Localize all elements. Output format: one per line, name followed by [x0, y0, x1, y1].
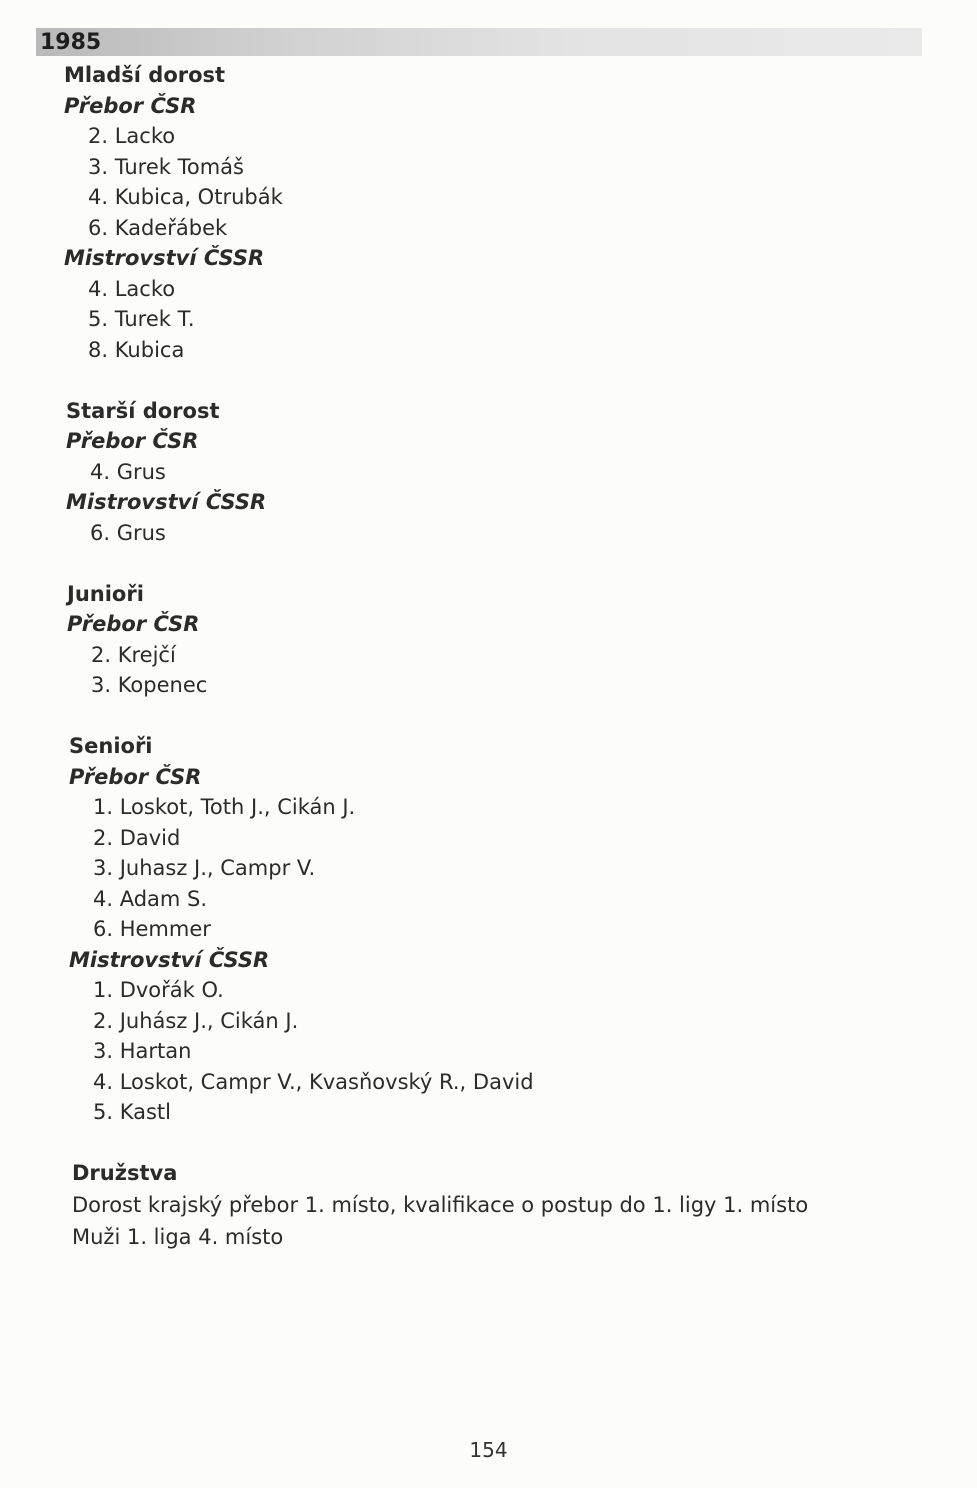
section-druzstva: [0, 1158, 977, 1253]
year-header-bar: [36, 28, 922, 56]
result-entry: 4. Kubica, Otrubák: [88, 185, 283, 209]
result-entry: 6. Kadeřábek: [88, 215, 228, 240]
team-result-line: Muži 1. liga 4. místo: [72, 1224, 284, 1249]
result-entry: 1. Dvořák O.: [93, 978, 224, 1002]
section-title: Senioři: [69, 734, 153, 758]
result-entry: 3. Juhasz J., Campr V.: [93, 856, 316, 880]
results-content: [0, 60, 977, 1283]
result-entry: 6. Hemmer: [93, 917, 211, 941]
result-entry: 3. Kopenec: [91, 673, 208, 697]
competition-title: Přebor ČSR: [69, 764, 202, 789]
section-mladsi-dorost: [0, 60, 977, 365]
result-entry: 4. Lacko: [88, 276, 176, 301]
result-entry: 2. Lacko: [88, 124, 176, 148]
result-entry: 2. David: [93, 825, 181, 850]
competition-title: Mistrovství ČSSR: [69, 947, 270, 972]
competition-title: Přebor ČSR: [66, 429, 199, 453]
result-entry: 8. Kubica: [88, 337, 185, 362]
year-heading: 1985: [40, 30, 102, 55]
competition-title: Přebor ČSR: [64, 93, 197, 118]
section-juniori: [0, 579, 977, 701]
result-entry: 2. Krejčí: [91, 642, 176, 667]
section-title: Mladší dorost: [64, 63, 226, 87]
result-entry: 1. Loskot, Toth J., Cikán J.: [93, 795, 356, 819]
result-entry: 2. Juhász J., Cikán J.: [93, 1008, 299, 1033]
competition-title: Mistrovství ČSSR: [64, 246, 265, 270]
result-entry: 4. Adam S.: [93, 886, 208, 911]
result-entry: 3. Hartan: [93, 1039, 192, 1063]
result-entry: 5. Turek T.: [88, 307, 195, 331]
section-title: Starší dorost: [66, 398, 220, 423]
competition-title: Přebor ČSR: [67, 612, 200, 636]
section-title: Družstva: [72, 1161, 178, 1185]
result-entry: 5. Kastl: [93, 1100, 171, 1124]
result-entry: 4. Loskot, Campr V., Kvasňovský R., David: [93, 1069, 534, 1094]
team-result-line: Dorost krajský přebor 1. místo, kvalifikace o postup do 1. ligy 1. místo: [72, 1192, 809, 1217]
result-entry: 4. Grus: [90, 459, 166, 484]
competition-title: Mistrovství ČSSR: [66, 490, 267, 514]
section-starsi-dorost: [0, 396, 977, 549]
result-entry: 3. Turek Tomáš: [88, 154, 244, 179]
section-title: Junioři: [67, 581, 144, 606]
result-entry: 6. Grus: [90, 520, 166, 545]
section-seniori: [0, 731, 977, 1128]
page-number: 154: [469, 1438, 508, 1462]
